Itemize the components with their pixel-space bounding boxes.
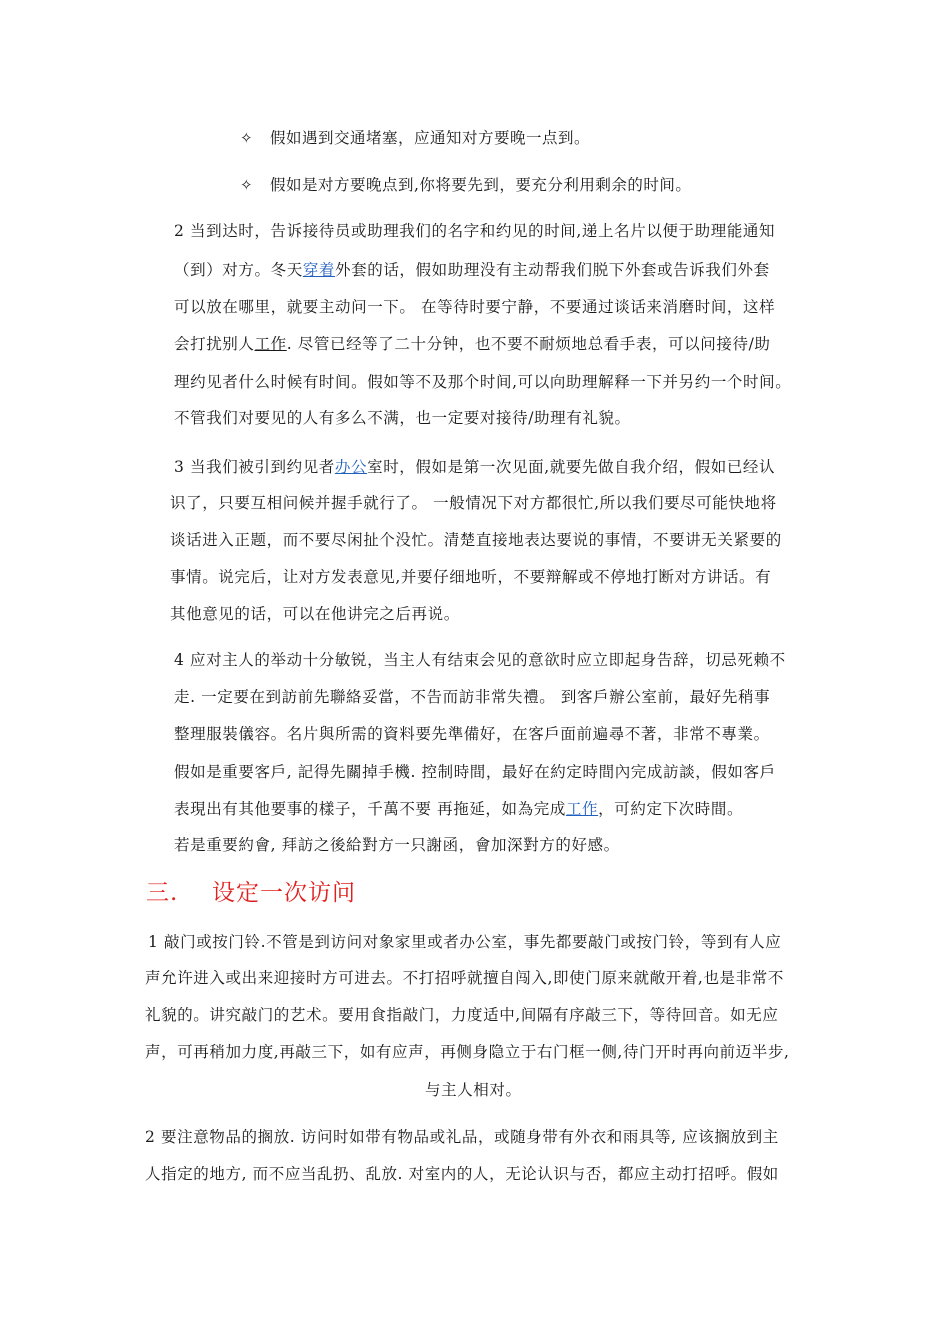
bullet-text: 假如是对方要晚点到,你将要先到，要充分利用剩余的时间。: [270, 176, 692, 194]
paragraph-line: 走. 一定要在到訪前先聯絡妥當，不告而訪非常失禮。 到客戶辦公室前，最好先稍事: [174, 688, 771, 706]
paragraph-line: 可以放在哪里，就要主动问一下。 在等待时要宁静，不要通过谈话来消磨时间，这样: [174, 298, 776, 316]
text-run: 外套的话，假如助理没有主动帮我们脱下外套或告诉我们外套: [335, 261, 770, 279]
bullet-text: 假如遇到交通堵塞，应通知对方要晚一点到。: [270, 129, 591, 147]
section-number: 三.: [146, 880, 179, 906]
paragraph-line: 整理服裝儀容。名片與所需的資料要先準備好，在客戶面前遍尋不著，非常不專業。: [174, 725, 770, 743]
paragraph-line: [174, 455, 775, 477]
text-run: 室时，假如是第一次见面,就要先做自我介绍，假如已经认: [367, 458, 776, 476]
paragraph-line: 若是重要約會, 拜訪之後給對方一只謝函，會加深對方的好感。: [174, 836, 620, 854]
paragraph-line: 礼貌的。讲究敲门的艺术。要用食指敲门，力度适中,间隔有序敲三下，等待回音。如无应: [145, 1006, 779, 1024]
text-run: ，可約定下次時間。: [598, 800, 744, 818]
paragraph-line: 其他意见的话，可以在他讲完之后再说。: [170, 605, 460, 623]
link-gongzuo-2[interactable]: 工作: [565, 800, 599, 818]
paragraph-line: 与主人相对。: [425, 1081, 522, 1099]
paragraph-line: 假如是重要客戶, 記得先關掉手機. 控制時間，最好在約定時間內完成訪談，假如客戶: [174, 763, 776, 781]
bullet-item: [240, 126, 590, 148]
paragraph-line: 声，可再稍加力度,再敲三下，如有应声，再侧身隐立于右门框一侧,待门开时再向前迈半步,: [145, 1043, 790, 1061]
paragraph-line: 人指定的地方, 而不应当乱扔、乱放. 对室内的人，无论认识与否，都应主动打招呼。假如: [145, 1165, 779, 1183]
bullet-item: [240, 173, 691, 195]
paragraph-line: 理约见者什么时候有时间。假如等不及那个时间,可以向助理解释一下并另约一个时间。: [174, 373, 792, 391]
link-chuanzhuo[interactable]: 穿着: [302, 261, 336, 279]
text-run: 会打扰别人: [174, 335, 255, 353]
paragraph-line: 不管我们对要见的人有多么不满，也一定要对接待/助理有礼貌。: [174, 409, 631, 427]
section-title: 设定一次访问: [212, 880, 356, 906]
paragraph-line: 2 当到达时，告诉接待员或助理我们的名字和约见的时间,递上名片以便于助理能通知: [174, 222, 776, 240]
paragraph-line: 识了，只要互相问候并握手就行了。 一般情况下对方都很忙,所以我们要尽可能快地将: [170, 494, 777, 512]
diamond-bullet-icon: ✧: [240, 176, 254, 194]
text-run: （到）对方。冬天: [174, 261, 303, 279]
paragraph-line: [174, 797, 743, 819]
diamond-bullet-icon: ✧: [240, 129, 254, 147]
link-gongzuo[interactable]: 工作: [254, 335, 287, 353]
text-run: 表現出有其他要事的樣子，千萬不要 再拖延，如為完成: [174, 800, 566, 818]
paragraph-line: 谈话进入正题，而不要尽闲扯个没忙。清楚直接地表达要说的事情，不要讲无关紧要的: [170, 531, 782, 549]
paragraph-line: [174, 332, 771, 354]
link-bangong[interactable]: 办公: [334, 458, 368, 476]
paragraph-line: 声允许进入或出来迎接时方可进去。不打招呼就擅自闯入,即使门原来就敞开着,也是非常不: [145, 969, 784, 987]
paragraph-line: [174, 258, 770, 280]
paragraph-line: 1 敲门或按门铃.不管是到访问对象家里或者办公室，事先都要敲门或按门铃，等到有人应: [148, 933, 782, 951]
paragraph-line: 4 应对主人的举动十分敏锐，当主人有结束会见的意欲时应立即起身告辞，切忌死赖不: [174, 651, 786, 669]
paragraph-line: 事情。说完后，让对方发表意见,并要仔细地听，不要辩解或不停地打断对方讲话。有: [170, 568, 772, 586]
section-heading: [146, 874, 356, 907]
text-run: . 尽管已经等了二十分钟，也不要不耐烦地总看手表，可以问接待/助: [286, 335, 771, 353]
paragraph-line: 2 要注意物品的搁放. 访问时如带有物品或礼品，或随身带有外衣和雨具等, 应该搁放到主: [145, 1128, 779, 1146]
text-run: 3 当我们被引到约见者: [174, 458, 335, 476]
